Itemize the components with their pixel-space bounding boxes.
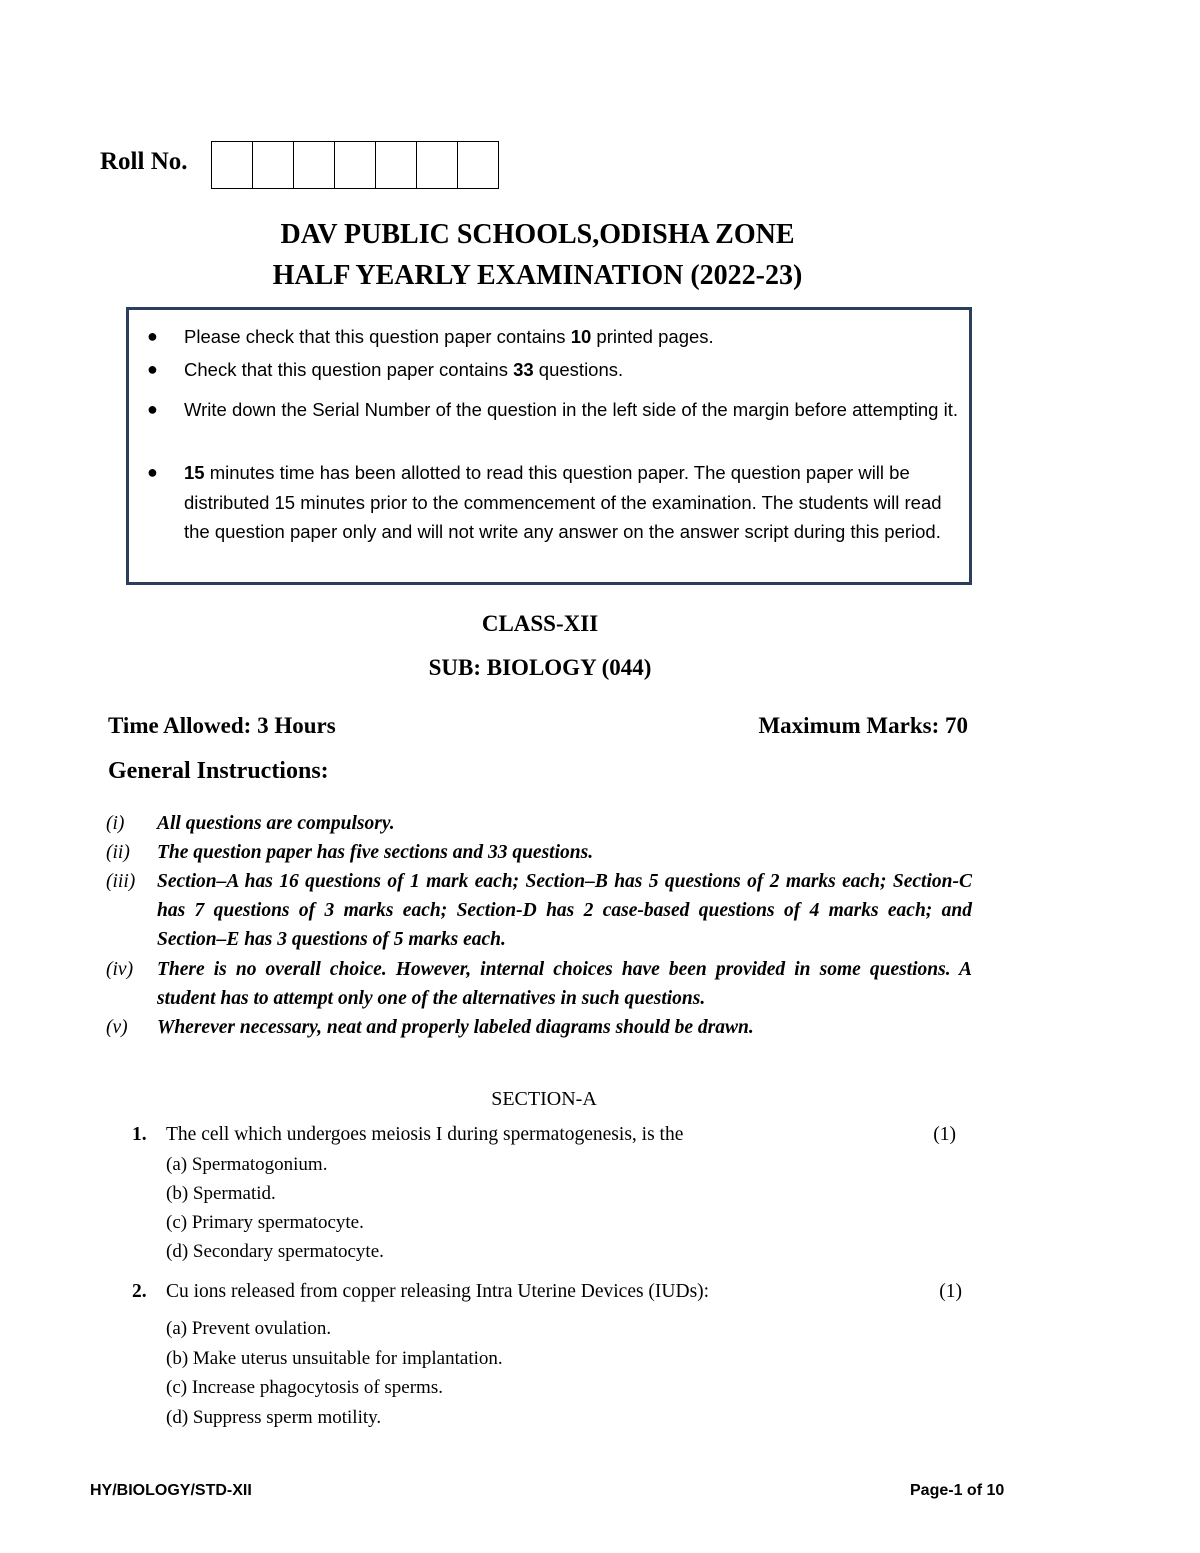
option: (a) Prevent ovulation. [166,1318,332,1339]
question-number: 2. [132,1281,147,1302]
notice-item [147,395,964,425]
option: (a) Spermatogonium. [166,1154,328,1175]
roll-number-label: Roll No. [100,148,188,175]
instruction-number: (ii) [106,842,130,863]
notice-item [147,355,964,385]
option: (d) Suppress sperm motility. [166,1407,382,1428]
instruction-item [106,867,972,954]
question-number: 1. [132,1124,147,1145]
school-title: DAV PUBLIC SCHOOLS,ODISHA ZONE [280,219,795,250]
time-marks-row [108,713,968,739]
instruction-number: (v) [106,1017,128,1038]
roll-number-boxes [211,141,499,189]
footer-code: HY/BIOLOGY/STD-XII [90,1482,252,1499]
question-text: Cu ions released from copper releasing Intra Uterine Devices (IUDs): [166,1281,710,1302]
instruction-text: Section–A has 16 questions of 1 mark each; Section–B has 5 questions of 2 marks each; Section-C has 7 questions of 3 marks each; Section-D has 2 case-based questions of 4 marks each; and Section–E has 3 questions of 5 marks each. [157,871,972,950]
question-text: The cell which undergoes meiosis I during spermatogenesis, is the [166,1124,684,1145]
option: (b) Spermatid. [166,1183,276,1204]
notice-item [147,458,964,547]
notice-text: printed pages. [591,326,714,347]
instruction-item [106,809,972,838]
notice-text: questions. [533,359,624,380]
notice-text: Check that this question paper contains [184,359,514,380]
option: (d) Secondary spermatocyte. [166,1241,384,1262]
option: (b) Make uterus unsuitable for implantation. [166,1348,503,1369]
question-marks: (1) [933,1124,956,1145]
instruction-item [106,955,972,1013]
instruction-number: (iv) [106,959,134,980]
roll-number-box [457,141,499,189]
instruction-text: The question paper has five sections and 33 questions. [157,842,594,863]
notice-text: minutes time has been allotted to read this question paper. The question paper will be distributed 15 minutes prior to the commencement of the examination. The students will read the question paper only and will not write any answer on the answer script during this period. [184,462,942,542]
notice-bold: 33 [513,359,534,380]
bullet-icon: ● [147,326,158,346]
notice-item [147,322,964,352]
general-instructions-heading: General Instructions: [108,758,329,784]
instruction-text: Wherever necessary, neat and properly labeled diagrams should be drawn. [157,1017,754,1038]
roll-number-box [416,141,457,189]
notice-bold: 15 [184,462,205,483]
question-marks: (1) [939,1281,962,1302]
roll-number-box [334,141,375,189]
instruction-item [106,1013,972,1042]
instruction-text: All questions are compulsory. [157,813,395,834]
section-a-heading: SECTION-A [491,1088,597,1110]
page-number: Page-1 of 10 [910,1482,1005,1499]
subject-label: SUB: BIOLOGY (044) [428,655,652,680]
time-allowed: Time Allowed: 3 Hours [108,713,336,738]
roll-number-box [293,141,334,189]
notice-bold: 10 [570,326,592,347]
notice-text: Write down the Serial Number of the question in the left side of the margin before attempting it. [184,399,958,420]
bullet-icon: ● [147,359,158,379]
class-label: CLASS-XII [481,611,599,636]
option: (c) Increase phagocytosis of sperms. [166,1377,443,1398]
option: (c) Primary spermatocyte. [166,1212,364,1233]
maximum-marks: Maximum Marks: 70 [758,713,968,738]
instruction-number: (i) [106,813,125,834]
roll-number-box [211,141,252,189]
instruction-number: (iii) [106,871,136,892]
notice-text: Please check that this question paper contains [184,326,571,347]
exam-title: HALF YEARLY EXAMINATION (2022-23) [272,260,803,291]
instruction-item [106,838,972,867]
roll-number-box [375,141,416,189]
bullet-icon: ● [147,399,158,419]
notice-box [126,307,972,585]
instruction-text: There is no overall choice. However, internal choices have been provided in some questions. A student has to attempt only one of the alternatives in such questions. [157,959,972,1009]
roll-number-box [252,141,293,189]
bullet-icon: ● [147,462,158,482]
